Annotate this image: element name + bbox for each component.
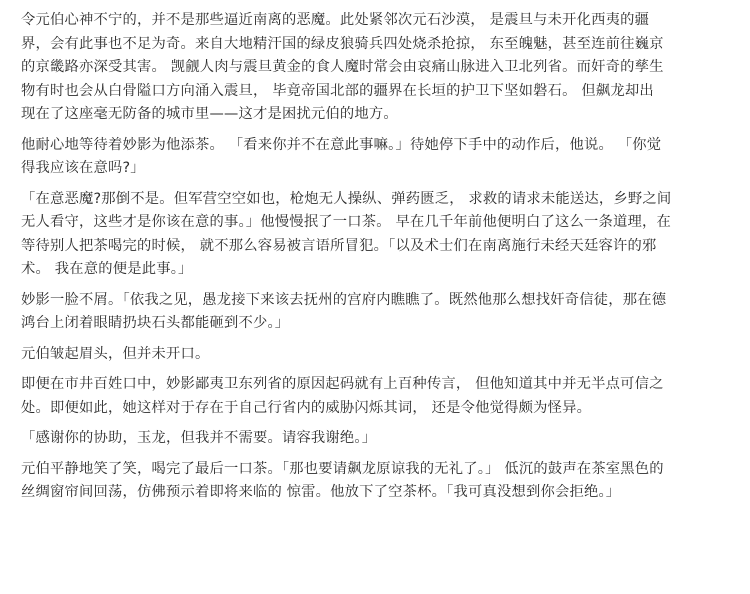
paragraph xyxy=(21,373,720,420)
text-line: 得我应该在意吗?」 xyxy=(21,160,145,176)
text-line: 界，会有此事也不足为奇。来自大地精汗国的绿皮狼骑兵四处烧杀抢掠， 东至魄魅，甚至连前往巍京 xyxy=(21,35,664,52)
text-line: 元伯平静地笑了笑，喝完了最后一口茶。「那也要请飙龙原谅我的无礼了。」 低沉的鼓声在茶室黑色的 xyxy=(21,460,664,477)
text-line: 处。即便如此，她这样对于存在于自己行省内的威胁闪烁其词， 还是令他觉得颇为怪异。 xyxy=(21,399,592,416)
text-line: 物有时也会从白骨隘口方向涌入震旦， 毕竟帝国北部的疆界在长垣的护卫下坚如磐石。 但飙龙却出 xyxy=(21,82,654,99)
text-line: 丝绸窗帘间回荡，仿佛预示着即将来临的 惊雷。他放下了空茶杯。「我可真没想到你会拒绝。」 xyxy=(21,484,621,500)
text-line: 令元伯心神不宁的，并不是那些逼近南离的恶魔。此处紧邻次元石沙漠， 是震旦与未开化西夷的疆 xyxy=(21,12,650,28)
text-line: 鸿台上闭着眼睛扔块石头都能砸到不少。」 xyxy=(21,315,290,331)
text-line: 的京畿路亦深受其害。 觊觎人肉与震旦黄金的食人魔时常会由哀痛山脉进入卫北列省。而奸奇的孳生 xyxy=(21,59,664,75)
text-line: 他耐心地等待着妙影为他添茶。 「看来你并不在意此事嘛。」待她停下手中的动作后，他说。 「你觉 xyxy=(21,136,662,153)
text-line: 妙影一脸不屑。「依我之见，愚龙接下来该去抚州的宫府内瞧瞧了。既然他那么想找奸奇信徒，那在德 xyxy=(21,291,667,308)
text-line: 等待别人把茶喝完的时候， 就不那么容易被言语所冒犯。「以及术士们在南离施行未经天廷容许的邪 xyxy=(21,237,657,254)
paragraph xyxy=(21,188,720,282)
paragraph xyxy=(21,427,720,451)
text-line: 元伯皱起眉头，但并未开口。 xyxy=(21,345,210,362)
text-line: 无人看守，这些才是你该在意的事。」他慢慢抿了一口茶。 早在几千年前他便明白了这么一条道理，在 xyxy=(21,214,671,230)
text-line: 「在意恶魔?那倒不是。但军营空空如也，枪炮无人操纵、弹药匮乏， 求救的请求未能送达，乡野之间 xyxy=(21,190,672,207)
paragraph xyxy=(21,9,720,127)
text-line: 即便在市井百姓口中，妙影鄙夷卫东列省的原因起码就有上百种传言， 但他知道其中并无半点可信之 xyxy=(21,376,664,392)
paragraph xyxy=(21,134,720,181)
paragraph xyxy=(21,458,720,505)
paragraph xyxy=(21,343,720,367)
text-line: 现在了这座毫无防备的城市里——这才是困扰元伯的地方。 xyxy=(21,106,398,122)
article-body xyxy=(21,9,720,505)
text-line: 「感谢你的协助，玉龙，但我并不需要。请容我谢绝。」 xyxy=(21,430,377,446)
paragraph xyxy=(21,289,720,336)
text-line: 术。 我在意的便是此事。」 xyxy=(21,261,193,277)
